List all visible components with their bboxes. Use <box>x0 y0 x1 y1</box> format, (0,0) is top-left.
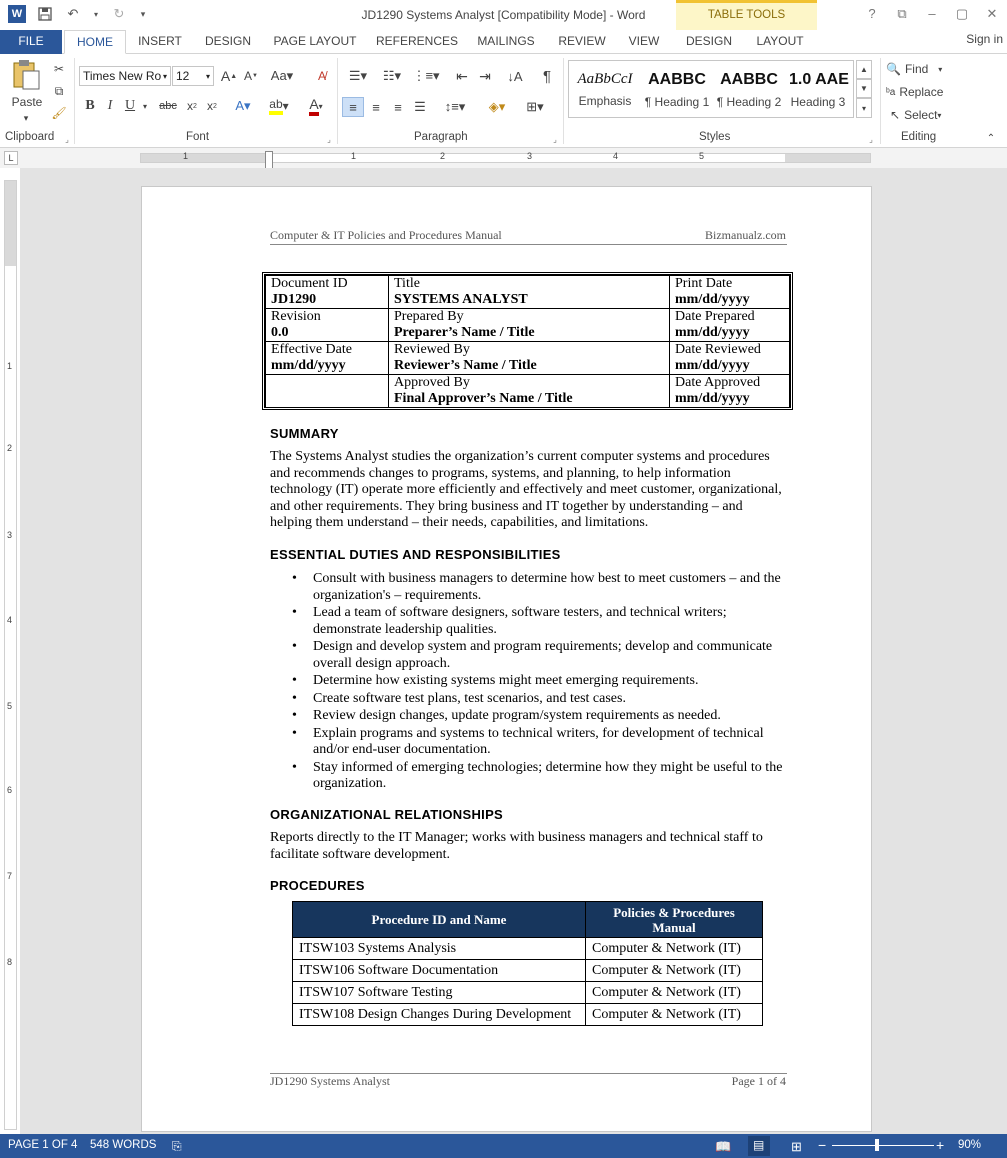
info-label: Approved By <box>394 375 470 390</box>
style-heading-3-preview: 1.0 AAE <box>789 71 849 88</box>
table-header: Procedure ID and Name <box>293 902 586 938</box>
info-label: Title <box>394 276 420 291</box>
info-cell[interactable] <box>670 375 790 408</box>
summary-paragraph: The Systems Analyst studies the organization’s current computer systems and procedures and recommends changes to programs, systems, and planning, to help information technology (IT) operate more efficiently and effectively and meet customer, organizational, and other requirements. They bring business and IT together by understanding – and helping them understand – their needs, capabilities, and limitations. <box>270 449 782 530</box>
increase-indent-icon[interactable]: ⇥ <box>479 67 491 84</box>
tab-design[interactable]: DESIGN <box>204 34 251 48</box>
ruler-left-margin <box>141 154 268 162</box>
window-controls <box>857 4 1007 24</box>
style-emphasis-name: Emphasis <box>578 94 632 108</box>
save-icon[interactable] <box>36 5 54 23</box>
decrease-indent-icon[interactable]: ⇤ <box>456 67 468 84</box>
read-mode-icon[interactable]: 📖 <box>715 1139 732 1154</box>
tab-home[interactable]: HOME <box>64 30 126 54</box>
italic-icon[interactable]: I <box>107 98 113 113</box>
ribbon-separator <box>337 58 338 144</box>
tab-table-design[interactable]: DESIGN <box>685 34 732 48</box>
font-size-combo[interactable] <box>172 66 214 86</box>
zoom-slider-thumb[interactable] <box>875 1139 879 1151</box>
tab-page-layout[interactable]: PAGE LAYOUT <box>273 34 357 48</box>
style-heading-2[interactable] <box>713 61 785 119</box>
help-icon[interactable]: ? <box>868 6 876 21</box>
title-bar <box>0 0 1007 30</box>
ribbon-separator <box>563 58 564 144</box>
paste-icon[interactable] <box>8 58 44 92</box>
table-header: Policies & Procedures Manual <box>586 902 763 938</box>
info-value: Preparer’s Name / Title <box>394 325 535 340</box>
table-cell[interactable]: ITSW108 Design Changes During Development <box>293 1004 586 1026</box>
info-value: 0.0 <box>271 325 289 340</box>
tab-selector-icon[interactable]: L <box>4 151 18 165</box>
table-cell[interactable]: ITSW106 Software Documentation <box>293 960 586 982</box>
zoom-slider[interactable] <box>832 1145 934 1146</box>
duties-list <box>292 571 792 794</box>
style-heading-2-name: ¶ Heading 2 <box>716 95 782 109</box>
align-center-icon[interactable]: ≡ <box>372 99 380 115</box>
info-value: mm/dd/yyyy <box>675 358 750 373</box>
tab-insert[interactable]: INSERT <box>138 34 182 48</box>
tab-table-layout[interactable]: LAYOUT <box>756 34 804 48</box>
select-button[interactable] <box>890 106 960 124</box>
horizontal-ruler[interactable] <box>140 153 871 163</box>
clipboard-launcher-icon[interactable]: ⌟ <box>65 134 69 144</box>
duties-heading: ESSENTIAL DUTIES AND RESPONSIBILITIES <box>270 547 561 562</box>
font-name-dropdown-icon[interactable]: ▾ <box>162 71 167 81</box>
info-label: Date Prepared <box>675 309 755 324</box>
superscript-icon[interactable]: x 2 <box>207 99 217 113</box>
web-layout-icon[interactable]: ⊞ <box>791 1139 802 1154</box>
document-info-table[interactable] <box>262 272 793 410</box>
info-value: mm/dd/yyyy <box>271 358 346 373</box>
minimize-icon[interactable]: – <box>928 6 936 21</box>
sort-icon[interactable]: ↓A <box>507 68 523 84</box>
multilevel-list-icon[interactable]: ⋮≡▾ <box>412 68 440 83</box>
font-color-icon[interactable]: A ▾ <box>302 97 330 115</box>
font-name-value: Times New Ro <box>83 69 162 83</box>
replace-icon: ᵇa <box>886 86 896 98</box>
zoom-out-icon[interactable]: − <box>818 1137 827 1153</box>
paste-button[interactable]: Paste <box>11 95 43 109</box>
info-value: mm/dd/yyyy <box>675 325 750 340</box>
word-app-icon[interactable]: W <box>8 5 26 23</box>
change-case-icon[interactable]: Aa▾ <box>270 68 294 83</box>
table-cell[interactable]: Computer & Network (IT) <box>586 982 763 1004</box>
info-value: Final Approver’s Name / Title <box>394 391 573 406</box>
org-paragraph: Reports directly to the IT Manager; works with business managers and technical staff to facilitate software development. <box>270 830 763 862</box>
clear-formatting-icon[interactable]: A̸ <box>317 69 326 83</box>
proofing-icon[interactable]: ⎘ <box>172 1139 182 1153</box>
maximize-icon[interactable]: ▢ <box>955 6 969 21</box>
table-cell[interactable]: ITSW107 Software Testing <box>293 982 586 1004</box>
info-label: Revision <box>271 309 321 324</box>
table-cell[interactable]: ITSW103 Systems Analysis <box>293 938 586 960</box>
ruler-mark: 2 <box>440 151 446 161</box>
vruler-top-margin <box>5 181 16 266</box>
tab-view[interactable]: VIEW <box>628 34 660 48</box>
info-label: Date Reviewed <box>675 342 761 357</box>
style-heading-3-name: Heading 3 <box>790 95 846 109</box>
vruler-mark: 2 <box>7 443 13 453</box>
align-right-icon[interactable]: ≡ <box>394 99 402 115</box>
table-row <box>293 1004 763 1026</box>
info-label: Document ID <box>271 276 348 291</box>
list-item: • Lead a team of software designers, software testers, and technical writers; demonstrate leadership qualities. <box>292 605 792 638</box>
undo-dropdown-icon[interactable]: ▾ <box>93 9 98 19</box>
justify-icon[interactable]: ☰ <box>414 99 426 114</box>
list-item: • Design and develop system and program requirements; develop and communicate overall design approach. <box>292 639 792 672</box>
ruler-right-margin <box>785 154 870 162</box>
table-cell[interactable]: Computer & Network (IT) <box>586 938 763 960</box>
style-heading-1[interactable] <box>641 61 713 119</box>
info-cell[interactable] <box>266 276 389 309</box>
styles-scroll-up-icon[interactable]: ▲ <box>856 60 872 79</box>
info-cell[interactable] <box>266 375 389 408</box>
info-value: SYSTEMS ANALYST <box>394 292 528 307</box>
info-value: JD1290 <box>271 292 317 307</box>
table-tools-label: TABLE TOOLS <box>707 9 786 21</box>
styles-more-icon[interactable]: ▾ <box>856 98 872 118</box>
ribbon-separator <box>880 58 881 144</box>
text-effects-icon[interactable]: A▾ <box>235 98 251 113</box>
ribbon-display-icon[interactable]: ⧉ <box>897 6 907 21</box>
ruler-mark: 1 <box>183 151 189 161</box>
styles-launcher-icon[interactable]: ⌟ <box>869 134 873 144</box>
page-count-status[interactable]: PAGE 1 OF 4 <box>8 1139 78 1151</box>
list-item: • Explain programs and systems to technical writers, for development of technical and/or end-user documentation. <box>292 726 792 759</box>
info-label: Prepared By <box>394 309 464 324</box>
info-cell[interactable] <box>670 276 790 309</box>
style-heading-1-preview: AABBC <box>648 71 706 88</box>
zoom-in-icon[interactable]: + <box>936 1137 945 1153</box>
align-left-icon[interactable]: ≡ <box>342 97 364 117</box>
collapse-ribbon-icon[interactable]: ⌃ <box>986 132 996 144</box>
tab-references[interactable]: REFERENCES <box>375 34 458 48</box>
list-item: • Create software test plans, test scenarios, and test cases. <box>292 691 792 708</box>
tab-review[interactable]: REVIEW <box>558 34 606 48</box>
vruler-mark: 6 <box>7 785 13 795</box>
underline-icon[interactable]: U <box>124 98 136 113</box>
bold-icon[interactable]: B <box>85 98 95 113</box>
info-cell[interactable] <box>389 309 670 342</box>
font-launcher-icon[interactable]: ⌟ <box>327 134 331 144</box>
style-heading-2-preview: AABBC <box>720 71 778 88</box>
table-cell[interactable]: Computer & Network (IT) <box>586 1004 763 1026</box>
page-footer-left: JD1290 Systems Analyst <box>270 1074 391 1088</box>
replace-button[interactable] <box>886 83 956 101</box>
select-label: Select <box>904 108 938 122</box>
style-heading-3[interactable] <box>783 61 853 119</box>
ribbon <box>0 54 1007 148</box>
underline-dropdown-icon[interactable]: ▾ <box>142 101 147 111</box>
shrink-font-icon[interactable]: A ▼ <box>244 69 258 83</box>
numbering-icon[interactable]: ☷▾ <box>382 68 402 83</box>
quick-access-toolbar <box>8 5 148 23</box>
line-spacing-icon[interactable]: ↕≡▾ <box>444 99 466 114</box>
procedures-heading: PROCEDURES <box>270 878 365 893</box>
info-cell[interactable] <box>266 342 389 375</box>
find-label: Find <box>904 62 929 76</box>
info-label: Effective Date <box>271 342 352 357</box>
ruler-mark: 4 <box>613 151 619 161</box>
header-rule <box>270 244 787 245</box>
info-value: mm/dd/yyyy <box>675 292 750 307</box>
styles-scroll-down-icon[interactable]: ▼ <box>856 79 872 98</box>
customize-qat-icon[interactable]: ▾ <box>140 8 146 19</box>
editing-group-label: Editing <box>901 131 937 143</box>
info-cell[interactable] <box>670 309 790 342</box>
font-name-combo[interactable] <box>79 66 171 86</box>
find-button[interactable] <box>886 60 956 78</box>
procedures-table[interactable] <box>292 901 763 1026</box>
font-size-value: 12 <box>176 69 190 83</box>
info-cell[interactable] <box>389 276 670 309</box>
info-cell[interactable] <box>266 309 389 342</box>
tab-mailings[interactable]: MAILINGS <box>477 34 535 48</box>
redo-icon[interactable]: ↻ <box>113 6 125 21</box>
replace-label: Replace <box>899 85 944 99</box>
info-cell[interactable] <box>389 375 670 408</box>
vruler-mark: 1 <box>7 361 13 371</box>
paragraph-launcher-icon[interactable]: ⌟ <box>553 134 557 144</box>
format-painter-icon[interactable]: 🖌 <box>51 106 67 120</box>
highlight-color-icon[interactable]: ab ▾ <box>269 97 289 113</box>
style-emphasis[interactable] <box>569 61 641 119</box>
select-icon: ↖ <box>890 108 901 122</box>
page-footer-right: Page 1 of 4 <box>731 1074 786 1088</box>
word-count-status[interactable]: 548 WORDS <box>90 1139 157 1151</box>
window-title: JD1290 Systems Analyst [Compatibility Mode] - Word <box>361 8 646 22</box>
subscript-icon[interactable]: x 2 <box>187 99 197 113</box>
paste-dropdown-icon[interactable]: ▾ <box>23 112 29 123</box>
show-formatting-icon[interactable]: ¶ <box>542 67 552 85</box>
table-row <box>293 960 763 982</box>
page-header-left: Computer & IT Policies and Procedures Manual <box>270 228 502 242</box>
sign-in-link[interactable]: Sign in <box>966 32 1003 46</box>
status-bar <box>0 1134 1007 1158</box>
borders-icon[interactable]: ⊞▾ <box>526 99 544 114</box>
ribbon-separator <box>74 58 75 144</box>
table-cell[interactable]: Computer & Network (IT) <box>586 960 763 982</box>
font-size-dropdown-icon[interactable]: ▾ <box>205 71 210 81</box>
vruler-mark: 8 <box>7 957 13 967</box>
clipboard-group-label: Clipboard <box>5 131 55 143</box>
info-value: mm/dd/yyyy <box>675 391 750 406</box>
font-group-label: Font <box>186 131 210 143</box>
style-emphasis-preview: AaBbCcI <box>577 71 633 87</box>
list-item: • Determine how existing systems might meet emerging requirements. <box>292 673 792 690</box>
info-label: Reviewed By <box>394 342 470 357</box>
print-layout-icon[interactable]: ▤ <box>748 1136 770 1156</box>
vruler-mark: 5 <box>7 701 13 711</box>
vruler-mark: 4 <box>7 615 13 625</box>
info-cell[interactable] <box>389 342 670 375</box>
ruler-mark: 1 <box>351 151 357 161</box>
info-label: Print Date <box>675 276 733 291</box>
paragraph-group-label: Paragraph <box>414 131 468 143</box>
table-row <box>293 938 763 960</box>
vruler-mark: 3 <box>7 530 13 540</box>
styles-group-label: Styles <box>699 131 731 143</box>
copy-icon[interactable]: ⧉ <box>54 83 64 98</box>
bullets-icon[interactable]: ☰▾ <box>348 68 368 83</box>
zoom-level[interactable]: 90% <box>958 1139 982 1151</box>
find-dropdown-icon[interactable]: ▾ <box>938 64 943 74</box>
info-label: Date Approved <box>675 375 761 390</box>
tab-file[interactable]: FILE <box>0 30 62 54</box>
info-value: Reviewer’s Name / Title <box>394 358 537 373</box>
org-heading: ORGANIZATIONAL RELATIONSHIPS <box>270 807 504 822</box>
vertical-ruler[interactable] <box>4 180 17 1130</box>
page-header-right: Bizmanualz.com <box>705 228 786 242</box>
vruler-mark: 7 <box>7 871 13 881</box>
select-dropdown-icon[interactable]: ▾ <box>937 110 942 120</box>
strikethrough-icon[interactable]: abc <box>159 100 177 112</box>
cut-icon[interactable]: ✂ <box>53 62 65 76</box>
ruler-mark: 5 <box>699 151 705 161</box>
undo-icon[interactable]: ↶ <box>67 6 79 21</box>
list-item: • Review design changes, update program/system requirements as needed. <box>292 708 792 725</box>
find-icon: 🔍 <box>886 62 901 76</box>
info-cell[interactable] <box>670 342 790 375</box>
shading-icon[interactable]: ◈▾ <box>488 99 506 114</box>
style-heading-1-name: ¶ Heading 1 <box>644 95 710 109</box>
summary-heading: SUMMARY <box>270 426 339 441</box>
indent-marker-icon[interactable] <box>265 151 273 169</box>
table-row <box>293 982 763 1004</box>
list-item: • Stay informed of emerging technologies; determine how they might be useful to the organization. <box>292 760 792 793</box>
styles-gallery <box>568 60 854 118</box>
grow-font-icon[interactable]: A ▲ <box>220 68 238 84</box>
close-icon[interactable]: ✕ <box>986 6 998 21</box>
ruler-mark: 3 <box>527 151 533 161</box>
list-item: • Consult with business managers to determine how best to meet customers – and the organization's – requirements. <box>292 571 792 604</box>
